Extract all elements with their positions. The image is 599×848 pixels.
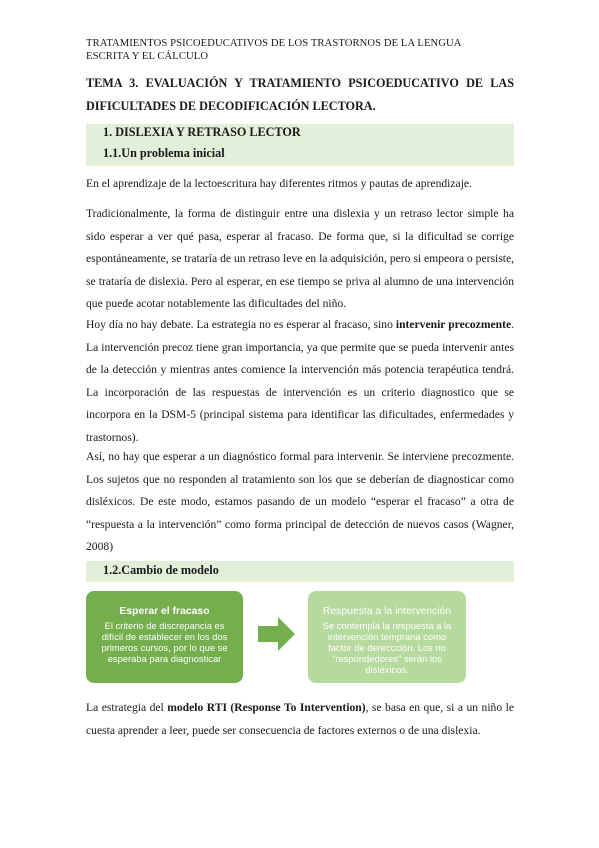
response-to-intervention-box bbox=[308, 591, 466, 683]
box-text: Se contempla la respuesta a la intervención temprana como factor de dereccción. Los no "respondedores" serán los disléxicos. bbox=[322, 620, 452, 675]
running-header: TRATAMIENTOS PSICOEDUCATIVOS DE LOS TRASTORNOS DE LA LENGUA ESCRITA Y EL CÁLCULO bbox=[86, 38, 461, 62]
subsection-heading: 1.1.Un problema inicial bbox=[103, 146, 225, 160]
paragraph-text: , se basa en que, si a un niño le cuesta aprender a leer, puede ser consecuencia de factores externos o de una dislexia. bbox=[86, 701, 514, 737]
model-change-diagram bbox=[86, 591, 514, 685]
box-text: El criterio de discrepancia es difícil de establecer en los dos primeros cursos, por lo que se esperaba para diagnosticar bbox=[101, 620, 228, 664]
wait-to-fail-box bbox=[86, 591, 243, 683]
paragraph-text: Hoy día no hay debate. La estrategia no es esperar al fracaso, sino bbox=[86, 318, 396, 331]
subsection-heading: 1.2.Cambio de modelo bbox=[103, 563, 219, 577]
paragraph: En el aprendizaje de la lectoescritura hay diferentes ritmos y pautas de aprendizaje. bbox=[86, 177, 472, 190]
paragraph-text: La estrategia del bbox=[86, 701, 168, 714]
paragraph bbox=[86, 314, 514, 449]
paragraph: Así, no hay que esperar a un diagnóstico formal para intervenir. Se interviene precozmente. Los sujetos que no responden al tratamiento son los que se deberían de diagnosticar como disléxicos. De este modo, estamos pasando de un modelo “esperar el fracaso” a otra de “respuesta a la intervención” como forma principal de detección de nuevos casos (Wagner, 2008) bbox=[86, 450, 514, 553]
box-title: Esperar el fracaso bbox=[119, 606, 210, 617]
paragraph-text: . La intervención precoz tiene gran importancia, ya que permite que se pueda intervenir antes de la detección y mientras antes comience la intervención más potencia terapéutica tendrá. La incorporación de las respuestas de intervención es un criterio diagnostico que se incorpora en la DSM-5 (principal sistema para identificar las dificultades, enfermedades y trastornos). bbox=[86, 318, 514, 444]
paragraph: Tradicionalmente, la forma de distinguir entre una dislexia y un retraso lector simple ha sido esperar a ver qué pasa, esperar al fracaso. De forma que, si la dificultad se corrige espontáneamente, se trataría de un retraso leve en la adquisición, pero si empeora o persiste, se trataría de dislexia. Pero al esperar, en ese tiempo se priva al alumno de una intervención que puede acotar notablemente las dificultades del niño. bbox=[86, 207, 514, 310]
section-heading: 1. DISLEXIA Y RETRASO LECTOR bbox=[103, 125, 301, 139]
paragraph bbox=[86, 697, 514, 742]
bold-phrase: intervenir precozmente bbox=[395, 318, 512, 331]
box-title: Respuesta a la intervención bbox=[322, 606, 452, 617]
right-arrow-icon bbox=[258, 615, 296, 653]
document-title: TEMA 3. EVALUACIÓN Y TRATAMIENTO PSICOEDUCATIVO DE LAS DIFICULTADES DE DECODIFICACIÓN LECTORA. bbox=[86, 76, 514, 113]
bold-phrase: modelo RTI (Response To Intervention) bbox=[167, 701, 366, 714]
